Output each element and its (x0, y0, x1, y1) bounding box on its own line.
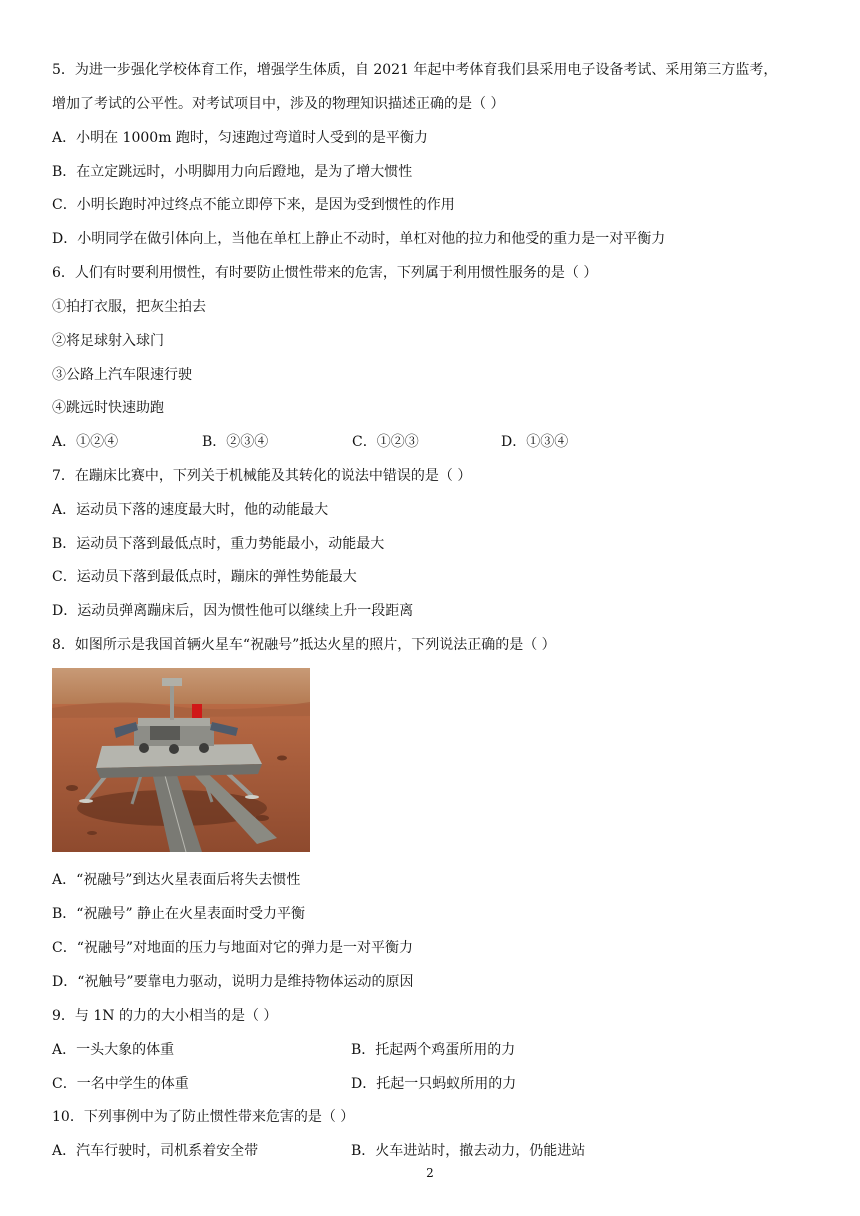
q10-stem: 10．下列事例中为了防止惯性带来危害的是（ ） (52, 1109, 355, 1125)
q5-stem-line1: 5．为进一步强化学校体育工作，增强学生体质，自 2021 年起中考体育我们县采用电子设备考试、采用第三方监考， (52, 62, 778, 78)
q5-option-c: C．小明长跑时冲过终点不能立即停下来，是因为受到惯性的作用 (52, 197, 455, 213)
q10-option-a: A．汽车行驶时，司机系着安全带 (52, 1143, 259, 1159)
q6-option-b: B．②③④ (202, 434, 269, 450)
q9-option-a: A．一头大象的体重 (52, 1042, 175, 1058)
q6-item-2: ②将足球射入球门 (52, 333, 164, 349)
q5-option-d: D．小明同学在做引体向上，当他在单杠上静止不动时，单杠对他的拉力和他受的重力是一对平衡力 (52, 231, 666, 247)
q7-option-a: A．运动员下落的速度最大时，他的动能最大 (52, 502, 329, 518)
q9-option-d: D．托起一只蚂蚁所用的力 (351, 1076, 517, 1092)
q6-option-d: D．①③④ (501, 434, 569, 450)
q5-option-a: A．小明在 1000m 跑时，匀速跑过弯道时人受到的是平衡力 (52, 130, 428, 146)
q6-option-c: C．①②③ (352, 434, 419, 450)
q5-stem-line2: 增加了考试的公平性。对考试项目中，涉及的物理知识描述正确的是（ ） (52, 96, 505, 112)
q7-option-b: B．运动员下落到最低点时，重力势能最小，动能最大 (52, 536, 385, 552)
q9-option-c: C．一名中学生的体重 (52, 1076, 189, 1092)
q8-option-b: B．“祝融号” 静止在火星表面时受力平衡 (52, 906, 306, 922)
q9-stem: 9．与 1N 的力的大小相当的是（ ） (52, 1008, 278, 1024)
q8-option-d: D．“祝触号”要靠电力驱动，说明力是维持物体运动的原因 (52, 974, 414, 990)
q8-option-a: A．“祝融号”到达火星表面后将失去惯性 (52, 872, 301, 888)
q9-option-b: B．托起两个鸡蛋所用的力 (351, 1042, 516, 1058)
q6-option-a: A．①②④ (52, 434, 119, 450)
q7-stem: 7．在蹦床比赛中，下列关于机械能及其转化的说法中错误的是（ ） (52, 468, 472, 484)
q6-stem: 6．人们有时要利用惯性，有时要防止惯性带来的危害，下列属于利用惯性服务的是（ ） (52, 265, 598, 281)
q8-option-c: C．“祝融号”对地面的压力与地面对它的弹力是一对平衡力 (52, 940, 414, 956)
q7-option-d: D．运动员弹离蹦床后，因为惯性他可以继续上升一段距离 (52, 603, 414, 619)
q5-option-b: B．在立定跳远时，小明脚用力向后蹬地，是为了增大惯性 (52, 164, 413, 180)
q6-item-1: ①拍打衣服，把灰尘拍去 (52, 299, 206, 315)
page-number: 2 (426, 1166, 434, 1180)
q7-option-c: C．运动员下落到最低点时，蹦床的弹性势能最大 (52, 569, 357, 585)
q6-item-4: ④跳远时快速助跑 (52, 400, 164, 416)
q10-option-b: B．火车进站时，撤去动力，仍能进站 (351, 1143, 586, 1159)
q6-item-3: ③公路上汽车限速行驶 (52, 367, 192, 383)
q8-stem: 8．如图所示是我国首辆火星车“祝融号”抵达火星的照片，下列说法正确的是（ ） (52, 637, 556, 653)
mars-rover-photo (52, 668, 310, 852)
